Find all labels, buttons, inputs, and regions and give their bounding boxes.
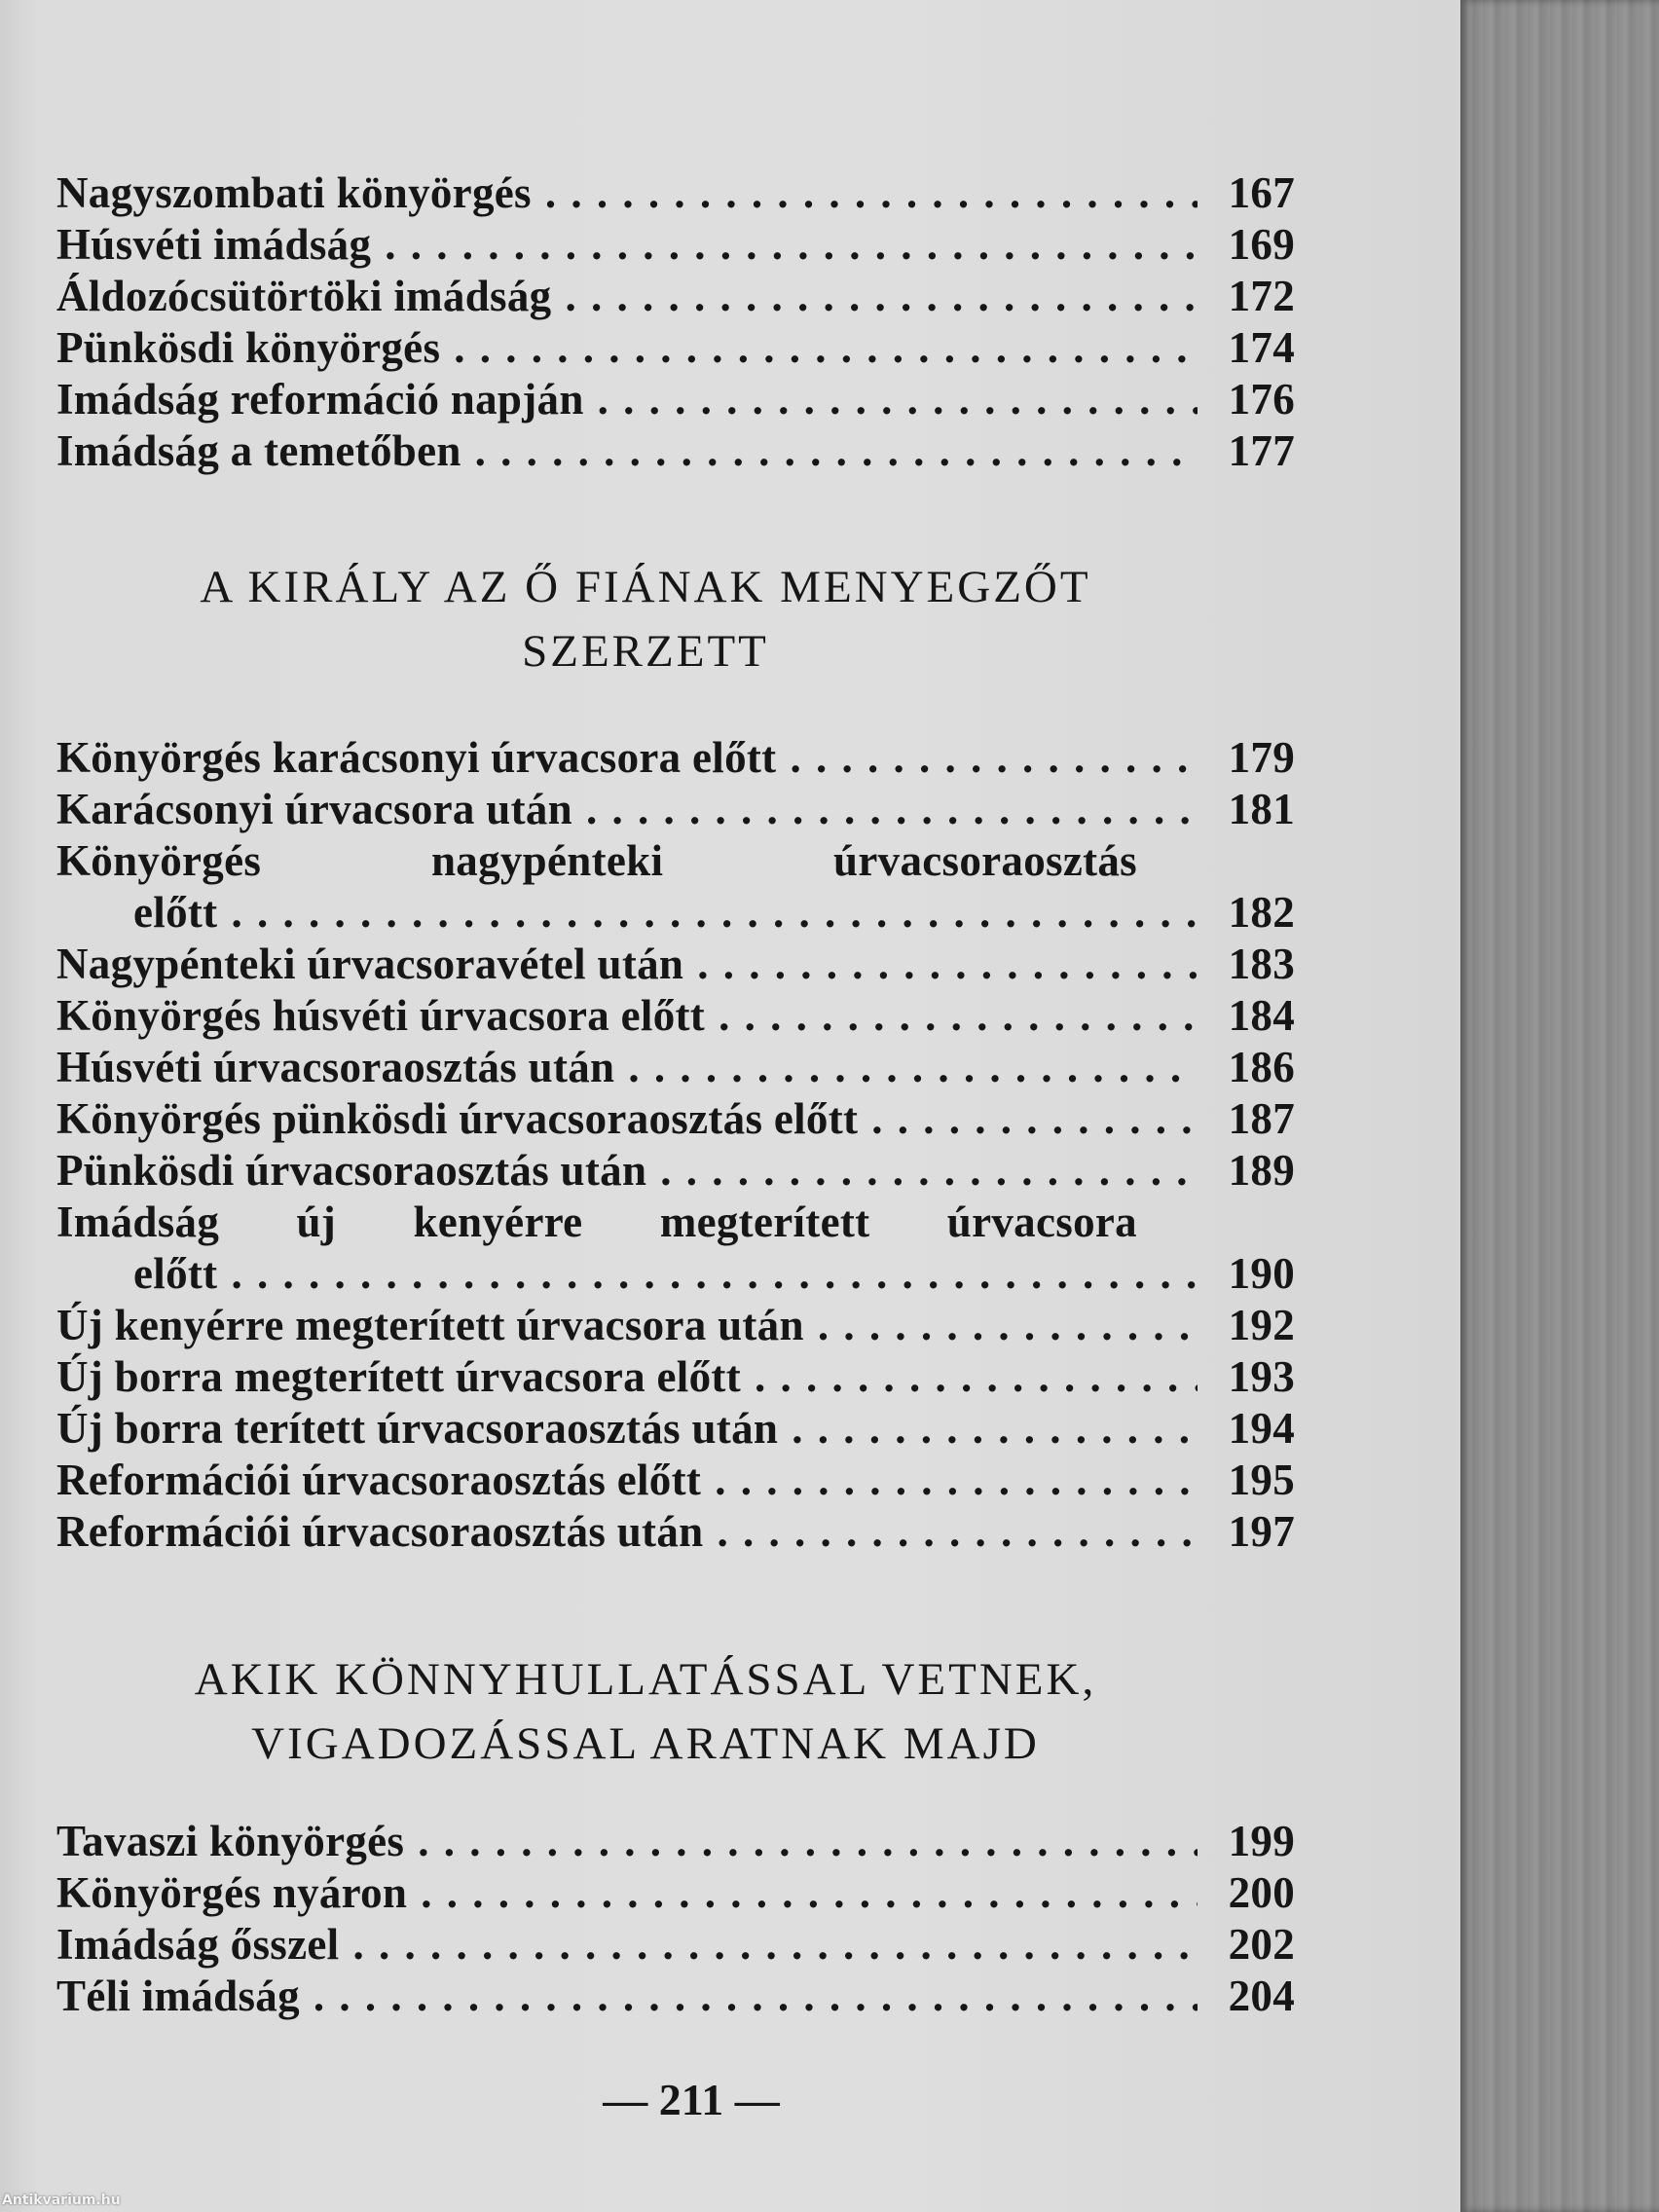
toc-entry (56, 425, 1295, 477)
toc-entry (56, 1042, 1295, 1093)
entry-title: Pünkösdi könyörgés (56, 323, 441, 372)
dot-leader (715, 1455, 1198, 1506)
entry-page: 181 (1228, 785, 1295, 833)
toc-entry (56, 1093, 1295, 1145)
entry-word: Könyörgés (56, 836, 262, 885)
entry-page: 202 (1228, 1920, 1295, 1969)
entry-title: Új borra terített úrvacsoraosztás után (56, 1404, 779, 1453)
toc-entry (56, 1248, 1295, 1300)
entry-title-continued: előtt (133, 888, 218, 937)
entry-page: 176 (1228, 375, 1295, 424)
dot-leader (418, 1816, 1198, 1867)
entry-title: Imádság ősszel (56, 1920, 340, 1969)
toc-entry (56, 1351, 1295, 1403)
dot-leader (660, 1145, 1198, 1197)
entry-word: kenyérre (413, 1198, 583, 1246)
dot-leader (421, 1867, 1198, 1919)
dot-leader (697, 939, 1198, 990)
toc-entry (56, 732, 1295, 784)
toc-section-1 (56, 167, 1295, 477)
toc-entry (56, 1300, 1295, 1351)
section-heading-3 (56, 1647, 1235, 1776)
dot-leader (475, 425, 1198, 477)
dot-leader (790, 732, 1198, 784)
entry-title (56, 835, 1137, 887)
dot-leader (545, 167, 1198, 219)
toc-entry (56, 167, 1295, 219)
entry-title: Karácsonyi úrvacsora után (56, 785, 572, 833)
entry-page: 177 (1228, 426, 1295, 475)
entry-page: 174 (1228, 323, 1295, 372)
entry-title: Téli imádság (56, 1972, 300, 2020)
entry-page: 182 (1228, 888, 1295, 937)
entry-page: 197 (1228, 1507, 1295, 1556)
entry-title: Nagypénteki úrvacsoravétel után (56, 940, 684, 988)
entry-page: 195 (1228, 1456, 1295, 1504)
page-number: — 211 — (603, 2075, 780, 2124)
entry-page: 186 (1228, 1043, 1295, 1091)
toc-entry (56, 939, 1295, 990)
toc-section-3 (56, 1816, 1295, 2022)
toc-entry-line (56, 1197, 1295, 1248)
dot-leader (755, 1351, 1198, 1403)
entry-word: új (296, 1198, 337, 1246)
dot-leader (231, 887, 1198, 939)
entry-word: megterített (659, 1198, 870, 1246)
entry-page: 204 (1228, 1972, 1295, 2020)
entry-title: Reformációi úrvacsoraosztás után (56, 1507, 704, 1556)
toc-entry (56, 887, 1295, 939)
entry-page: 179 (1228, 733, 1295, 782)
dot-leader (352, 1919, 1198, 1971)
entry-title: Könyörgés nyáron (56, 1868, 408, 1917)
entry-title: Könyörgés pünkösdi úrvacsoraosztás előtt (56, 1094, 859, 1143)
toc-section-2 (56, 732, 1295, 1558)
toc-entry (56, 1919, 1295, 1971)
heading-line: AKIK KÖNNYHULLATÁSSAL VETNEK, (194, 1654, 1097, 1705)
entry-page: 187 (1228, 1094, 1295, 1143)
entry-title: Pünkösdi úrvacsoraosztás után (56, 1146, 647, 1195)
toc-entry (56, 219, 1295, 271)
toc-entry (56, 784, 1295, 835)
toc-entry (56, 1455, 1295, 1506)
toc-entry (56, 1145, 1295, 1197)
entry-page: 199 (1228, 1817, 1295, 1865)
dot-leader (628, 1042, 1198, 1093)
entry-title: Könyörgés karácsonyi úrvacsora előtt (56, 733, 777, 782)
entry-word: Imádság (56, 1198, 220, 1246)
entry-page: 172 (1228, 272, 1295, 320)
dot-leader (586, 784, 1198, 835)
entry-title: Új borra megterített úrvacsora előtt (56, 1352, 741, 1401)
entry-title: Reformációi úrvacsoraosztás előtt (56, 1456, 702, 1504)
entry-title: Húsvéti úrvacsoraosztás után (56, 1043, 615, 1091)
entry-page: 169 (1228, 220, 1295, 269)
entry-title: Áldozócsütörtöki imádság (56, 272, 552, 320)
dot-leader (598, 374, 1198, 425)
toc-entry (56, 374, 1295, 425)
page-edge-stack (1460, 0, 1659, 2212)
entry-page: 167 (1228, 168, 1295, 217)
entry-page: 192 (1228, 1301, 1295, 1349)
heading-line: SZERZETT (522, 626, 769, 677)
entry-title: Imádság a temetőben (56, 426, 461, 475)
entry-title (56, 1197, 1137, 1248)
dot-leader (717, 1506, 1198, 1558)
entry-title-continued: előtt (133, 1249, 218, 1298)
entry-word: úrvacsora (946, 1198, 1137, 1246)
toc-entry (56, 322, 1295, 374)
dot-leader (385, 219, 1198, 271)
dot-leader (818, 1300, 1198, 1351)
entry-title: Húsvéti imádság (56, 220, 372, 269)
dot-leader (565, 271, 1198, 322)
toc-entry (56, 1506, 1295, 1558)
entry-word: nagypénteki (430, 836, 664, 885)
entry-word: úrvacsoraosztás (833, 836, 1137, 885)
dot-leader (454, 322, 1198, 374)
section-heading-2 (56, 555, 1235, 683)
toc-entry (56, 1867, 1295, 1919)
heading-line: A KIRÁLY AZ Ő FIÁNAK MENYEGZŐT (200, 562, 1091, 612)
dot-leader (231, 1248, 1198, 1300)
toc-entry (56, 271, 1295, 322)
entry-page: 193 (1228, 1352, 1295, 1401)
entry-title: Nagyszombati könyörgés (56, 168, 532, 217)
entry-title: Imádság reformáció napján (56, 375, 584, 424)
toc-entry (56, 1403, 1295, 1455)
entry-page: 184 (1228, 991, 1295, 1040)
entry-title: Új kenyérre megterített úrvacsora után (56, 1301, 804, 1349)
heading-line: VIGADOZÁSSAL ARATNAK MAJD (251, 1718, 1040, 1769)
entry-page: 200 (1228, 1868, 1295, 1917)
entry-title: Könyörgés húsvéti úrvacsora előtt (56, 991, 706, 1040)
entry-page: 194 (1228, 1404, 1295, 1453)
dot-leader (719, 990, 1198, 1042)
entry-page: 189 (1228, 1146, 1295, 1195)
toc-entry (56, 1816, 1295, 1867)
entry-title: Tavaszi könyörgés (56, 1817, 405, 1865)
watermark: Antikvarium.hu (2, 2193, 121, 2208)
entry-page: 190 (1228, 1249, 1295, 1298)
toc-entry (56, 1971, 1295, 2022)
toc-entry (56, 990, 1295, 1042)
entry-page: 183 (1228, 940, 1295, 988)
toc-entry-line (56, 835, 1295, 887)
dot-leader (313, 1971, 1198, 2022)
dot-leader (871, 1093, 1198, 1145)
dot-leader (792, 1403, 1198, 1455)
